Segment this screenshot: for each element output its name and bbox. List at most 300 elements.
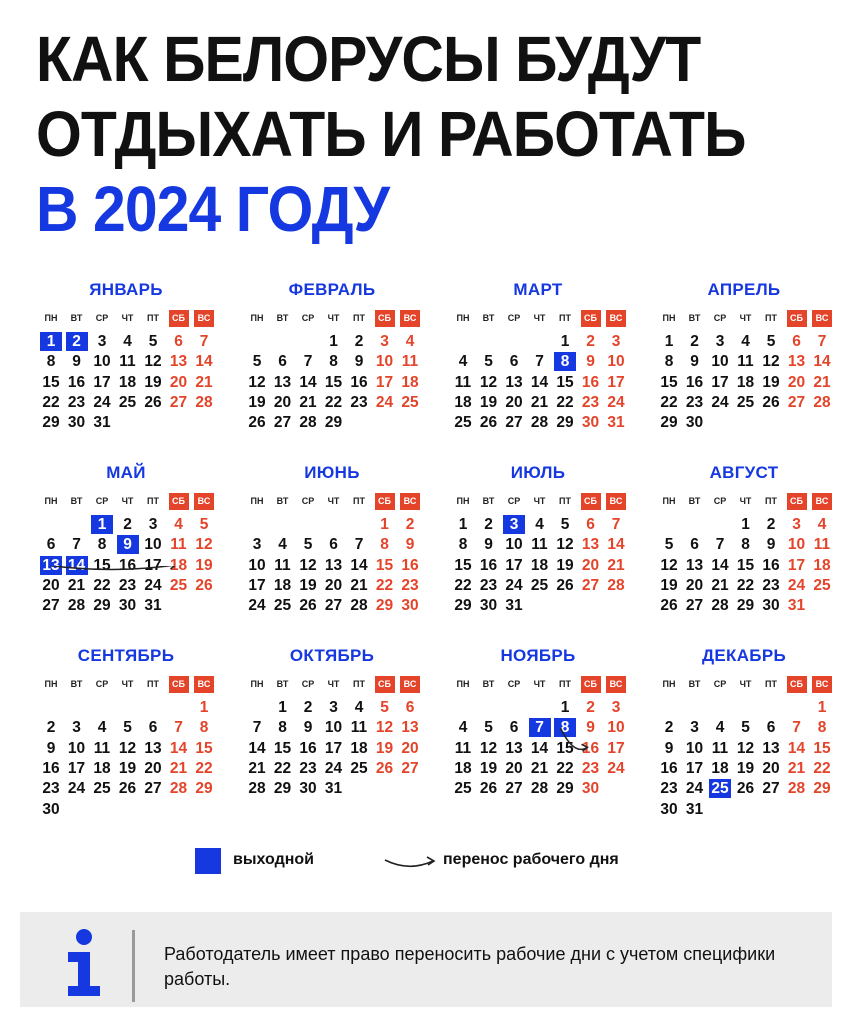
calendar-day: 30: [581, 780, 600, 798]
calendar-day: 20: [324, 576, 343, 594]
calendar-day: 11: [454, 373, 472, 391]
calendar-day: 11: [531, 536, 548, 554]
calendar-day: 26: [479, 414, 498, 432]
calendar-day: 7: [817, 333, 827, 350]
calendar-day: 23: [479, 576, 498, 594]
calendar-day: 26: [556, 576, 574, 594]
calendar-day: 5: [484, 719, 493, 737]
calendar-day: 12: [375, 719, 394, 737]
calendar-day: 25: [118, 393, 137, 411]
calendar-day: 23: [581, 759, 600, 777]
calendar-day: 23: [67, 393, 86, 411]
calendar-day: 25: [530, 576, 549, 594]
weekday-header: ПН: [250, 679, 264, 689]
calendar-day: 3: [252, 536, 262, 554]
calendar-day: 27: [581, 576, 600, 594]
weekday-header: ВС: [812, 493, 832, 510]
calendar-day: 30: [685, 414, 704, 432]
weekday-header: ВТ: [70, 496, 83, 506]
calendar-day: 9: [354, 353, 364, 371]
month-9: [40, 646, 230, 816]
calendar-day: 20: [401, 739, 419, 757]
calendar-day: 27: [505, 780, 523, 798]
legend-transfer-label: перенос рабочего дня: [443, 851, 619, 868]
weekday-header: СБ: [169, 493, 189, 510]
weekday-header: СР: [301, 313, 315, 323]
calendar-day: 30: [581, 414, 600, 432]
calendar-day: 4: [123, 333, 132, 350]
weekday-header: ПН: [662, 313, 676, 323]
calendar-day: 2: [484, 516, 493, 533]
calendar-day: 1: [380, 516, 389, 533]
calendar-day: 3: [148, 516, 158, 533]
weekday-header: ВТ: [482, 313, 495, 323]
calendar-day: 4: [715, 719, 725, 737]
calendar-day: 5: [123, 719, 132, 737]
calendar-day: 4: [174, 516, 183, 533]
calendar-day: 17: [505, 556, 523, 574]
calendar-day: 31: [93, 414, 111, 432]
calendar-day: 21: [711, 576, 729, 594]
calendar-day: 25: [454, 780, 472, 798]
month-name: ЯНВАРЬ: [89, 280, 163, 299]
calendar-day: 6: [329, 536, 338, 554]
calendar-day: 24: [685, 780, 704, 798]
calendar-day: 11: [454, 739, 472, 757]
calendar-day: 31: [144, 597, 162, 615]
calendar-day: 22: [324, 393, 343, 411]
calendar-day: 18: [711, 759, 729, 777]
calendar-day: 6: [46, 536, 56, 554]
calendar-day: 17: [67, 759, 86, 777]
weekday-header: ВТ: [688, 313, 701, 323]
weekday-header: СР: [713, 679, 727, 689]
calendar-day: 26: [248, 414, 266, 432]
calendar-day: 18: [736, 373, 755, 391]
calendar-day: 26: [375, 759, 394, 777]
calendar-day: 7: [611, 516, 621, 533]
title-line-1: КАК БЕЛОРУСЫ БУДУТ: [36, 23, 701, 95]
calendar-day: 23: [401, 576, 419, 594]
calendar-day: 4: [458, 353, 468, 371]
calendar-day: 13: [505, 373, 523, 391]
calendar-day: 9: [766, 536, 776, 554]
calendar-day: 23: [581, 393, 600, 411]
calendar-day: 22: [195, 759, 213, 777]
weekday-header: ВТ: [70, 679, 83, 689]
calendar-day: 24: [93, 393, 111, 411]
calendar-day: 29: [195, 780, 213, 798]
calendar-day: 6: [174, 333, 183, 350]
calendar-day: 19: [375, 739, 394, 757]
calendar-day: 13: [685, 556, 704, 574]
calendar-day: 15: [324, 373, 343, 391]
calendar-day: 24: [375, 393, 394, 411]
calendar-day: 31: [505, 597, 523, 615]
calendar-day: 4: [354, 699, 364, 716]
calendar-day: 15: [660, 373, 678, 391]
calendar-day: 28: [711, 597, 729, 615]
info-icon: [60, 928, 108, 998]
calendar-day: 13: [762, 739, 780, 757]
calendar-day: 6: [690, 536, 699, 554]
calendar-day: 22: [556, 393, 574, 411]
weekday-header: ЧТ: [121, 679, 134, 689]
calendar-day: 17: [607, 373, 625, 391]
calendar-day: 11: [274, 556, 291, 574]
calendar-day: 8: [97, 536, 107, 554]
calendar-day: 24: [607, 393, 625, 411]
calendar-day: 20: [762, 759, 780, 777]
calendar-day: 11: [119, 353, 136, 371]
calendar-day: 28: [299, 414, 317, 432]
weekday-header: СБ: [787, 676, 807, 693]
calendar-day: 22: [454, 576, 472, 594]
calendar-day: 28: [248, 780, 266, 798]
calendar-day: 24: [324, 759, 343, 777]
weekday-header: ВС: [400, 493, 420, 510]
calendar-day: 14: [169, 739, 188, 757]
calendar-day: 26: [118, 780, 137, 798]
calendar-day: 13: [324, 556, 343, 574]
calendar-day: 18: [273, 576, 292, 594]
month-11: [452, 646, 642, 816]
calendar-day: 29: [375, 597, 394, 615]
weekday-header: СБ: [787, 493, 807, 510]
calendar-day: 6: [766, 719, 776, 737]
calendar-day: 14: [248, 739, 266, 757]
calendar-day: 11: [93, 739, 111, 757]
calendar-day: 22: [273, 759, 292, 777]
month-2: [246, 280, 436, 450]
calendar-day: 21: [813, 373, 831, 391]
calendar-day: 8: [278, 719, 287, 737]
calendar-day: 6: [792, 333, 801, 350]
calendar-day: 5: [148, 333, 158, 350]
calendar-day: 18: [93, 759, 111, 777]
calendar-day: 7: [535, 353, 544, 371]
title-line-3: В 2024 ГОДУ: [36, 173, 390, 245]
calendar-day: 20: [581, 556, 600, 574]
month-5: [40, 463, 230, 633]
calendar-day: 27: [685, 597, 704, 615]
calendar-day: 1: [560, 333, 570, 350]
calendar-day: 19: [144, 373, 162, 391]
calendar-day: 21: [350, 576, 368, 594]
calendar-day: 7: [72, 536, 81, 554]
calendar-day: 17: [324, 739, 343, 757]
calendar-day: 4: [458, 719, 468, 737]
calendar-day: 25: [93, 780, 111, 798]
calendar-day: 18: [118, 373, 137, 391]
holiday-day: 9: [117, 535, 139, 554]
calendar-day: 1: [664, 333, 674, 350]
calendar-day: 18: [401, 373, 419, 391]
calendar-day: 9: [72, 353, 81, 371]
weekday-header: СБ: [787, 310, 807, 327]
holiday-day: 14: [66, 556, 88, 575]
weekday-header: ПН: [662, 496, 676, 506]
calendar-day: 7: [715, 536, 725, 554]
calendar-day: 15: [813, 739, 831, 757]
calendar-day: 19: [479, 759, 498, 777]
calendar-day: 10: [607, 719, 625, 737]
holiday-swatch: [195, 848, 221, 874]
calendar-day: 2: [46, 719, 56, 737]
calendar-day: 19: [556, 556, 574, 574]
holiday-day: 2: [66, 332, 88, 351]
calendar-day: 22: [660, 393, 678, 411]
calendar-day: 6: [148, 719, 158, 737]
calendar-day: 29: [324, 414, 343, 432]
weekday-header: ПТ: [353, 679, 365, 689]
calendar-day: 11: [401, 353, 419, 371]
calendar-day: 23: [118, 576, 137, 594]
calendar-day: 8: [329, 353, 338, 371]
calendar-day: 16: [401, 556, 419, 574]
weekday-header: ПТ: [559, 679, 571, 689]
calendar-day: 15: [93, 556, 111, 574]
calendar-day: 30: [660, 800, 678, 818]
calendar-day: 1: [817, 699, 827, 716]
calendar-day: 1: [329, 333, 338, 350]
calendar-day: 10: [144, 536, 162, 554]
calendar-day: 16: [685, 373, 704, 391]
month-name: ОКТЯБРЬ: [289, 646, 375, 665]
calendar-day: 7: [252, 719, 262, 737]
calendar-day: 19: [299, 576, 317, 594]
calendar-day: 7: [792, 719, 801, 737]
transfer-arrow-icon: [552, 728, 608, 770]
calendar-day: 27: [324, 597, 343, 615]
calendar-day: 4: [97, 719, 107, 737]
calendar-day: 25: [273, 597, 292, 615]
calendar-day: 28: [169, 780, 188, 798]
calendar-day: 18: [813, 556, 831, 574]
calendar-day: 19: [736, 759, 755, 777]
calendar-day: 14: [530, 739, 549, 757]
weekday-header: ЧТ: [533, 679, 546, 689]
calendar-day: 29: [454, 597, 472, 615]
calendar-day: 21: [195, 373, 213, 391]
calendar-day: 30: [762, 597, 780, 615]
calendar-day: 29: [93, 597, 111, 615]
calendar-day: 6: [405, 699, 415, 716]
calendar-day: 28: [195, 393, 213, 411]
calendar-day: 11: [711, 739, 729, 757]
holiday-day: 7: [529, 718, 551, 737]
month-7: [452, 463, 642, 633]
calendar-day: 16: [762, 556, 780, 574]
calendar-day: 4: [817, 516, 827, 533]
calendar-day: 10: [787, 536, 806, 554]
calendar-day: 20: [144, 759, 162, 777]
calendar-day: 11: [350, 719, 368, 737]
calendar-day: 12: [144, 353, 162, 371]
calendar-day: 12: [762, 353, 780, 371]
info-divider: [132, 930, 135, 1002]
calendar-day: 5: [199, 516, 209, 533]
calendar-day: 1: [458, 516, 468, 533]
holiday-day: 13: [40, 556, 62, 575]
transfer-arrow-icon: [38, 566, 196, 588]
calendar-day: 31: [607, 414, 625, 432]
calendar-day: 28: [530, 414, 549, 432]
calendar-day: 14: [299, 373, 317, 391]
calendar-day: 25: [736, 393, 755, 411]
calendar-day: 28: [813, 393, 831, 411]
calendar-day: 5: [664, 536, 674, 554]
calendar-day: 16: [42, 759, 60, 777]
calendar-day: 8: [741, 536, 750, 554]
calendar-day: 12: [195, 536, 213, 554]
calendar-day: 3: [72, 719, 81, 737]
calendar-day: 21: [169, 759, 188, 777]
calendar-day: 9: [664, 739, 674, 757]
calendar-day: 3: [715, 333, 725, 350]
calendar-day: 17: [607, 739, 625, 757]
calendar-day: 6: [509, 719, 519, 737]
calendar-day: 24: [67, 780, 86, 798]
calendar-day: 16: [118, 556, 137, 574]
calendar-day: 20: [169, 373, 188, 391]
weekday-header: ВТ: [276, 313, 289, 323]
calendar-day: 21: [607, 556, 625, 574]
calendar-day: 29: [273, 780, 292, 798]
calendar-day: 24: [787, 576, 806, 594]
weekday-header: ЧТ: [739, 679, 752, 689]
weekday-header: ВС: [400, 310, 420, 327]
calendar-day: 17: [685, 759, 704, 777]
calendar-day: 11: [813, 536, 831, 554]
calendar-day: 26: [479, 780, 498, 798]
calendar-day: 24: [607, 759, 625, 777]
calendar-day: 19: [479, 393, 498, 411]
calendar-day: 6: [278, 353, 287, 371]
calendar-day: 20: [505, 759, 523, 777]
calendar-day: 17: [248, 576, 266, 594]
calendar-day: 7: [354, 536, 364, 554]
calendar-day: 2: [690, 333, 699, 350]
calendar-day: 25: [813, 576, 831, 594]
calendar-day: 16: [479, 556, 498, 574]
weekday-header: ПН: [44, 679, 58, 689]
month-name: АПРЕЛЬ: [707, 280, 781, 299]
info-text: Работодатель имеет право переносить рабочие дни с учетом специфики работы.: [164, 944, 776, 989]
calendar-day: 29: [660, 414, 678, 432]
weekday-header: СБ: [169, 310, 189, 327]
calendar-day: 3: [690, 719, 699, 737]
weekday-header: ВС: [400, 676, 420, 693]
calendar-day: 5: [380, 699, 389, 716]
month-name: ИЮНЬ: [304, 463, 360, 482]
calendar-day: 19: [762, 373, 780, 391]
calendar-day: 22: [556, 759, 574, 777]
weekday-header: ПН: [44, 496, 58, 506]
calendar-day: 28: [350, 597, 368, 615]
calendar-day: 30: [401, 597, 419, 615]
calendar-day: 28: [607, 576, 625, 594]
calendar-day: 23: [42, 780, 60, 798]
calendar-day: 19: [248, 393, 266, 411]
calendar-day: 12: [660, 556, 678, 574]
calendar-day: 17: [787, 556, 806, 574]
weekday-header: ВС: [812, 676, 832, 693]
calendar-day: 20: [42, 576, 60, 594]
calendar-day: 15: [42, 373, 60, 391]
weekday-header: ВТ: [482, 496, 495, 506]
holiday-day: 1: [91, 515, 113, 534]
month-4: [658, 280, 848, 450]
weekday-header: ПТ: [353, 496, 365, 506]
calendar-day: 16: [581, 373, 600, 391]
weekday-header: ЧТ: [739, 313, 752, 323]
weekday-header: ВТ: [688, 496, 701, 506]
title-line-2: ОТДЫХАТЬ И РАБОТАТЬ: [36, 98, 746, 170]
weekday-header: ПТ: [353, 313, 365, 323]
weekday-header: ПТ: [765, 679, 777, 689]
month-name: АВГУСТ: [709, 463, 779, 482]
calendar-day: 30: [42, 800, 60, 818]
calendar-day: 23: [685, 393, 704, 411]
weekday-header: ПТ: [559, 313, 571, 323]
calendar-day: 10: [93, 353, 111, 371]
calendar-day: 20: [787, 373, 806, 391]
weekday-header: ВС: [812, 310, 832, 327]
calendar-day: 15: [273, 739, 292, 757]
calendar-day: 27: [42, 597, 60, 615]
calendar-day: 2: [586, 333, 595, 350]
month-name: НОЯБРЬ: [500, 646, 576, 665]
calendar-day: 29: [556, 780, 574, 798]
calendar-day: 17: [375, 373, 394, 391]
calendar-day: 29: [813, 780, 831, 798]
calendar-day: 13: [273, 373, 292, 391]
calendar-day: 14: [195, 353, 213, 371]
calendar-day: 5: [741, 719, 750, 737]
calendar-day: 23: [762, 576, 780, 594]
calendar-day: 2: [354, 333, 364, 350]
calendar-day: 23: [660, 780, 678, 798]
weekday-header: ЧТ: [739, 496, 752, 506]
calendar-day: 13: [401, 719, 419, 737]
calendar-day: 17: [711, 373, 729, 391]
calendar-day: 27: [169, 393, 188, 411]
calendar-day: 18: [454, 759, 472, 777]
legend-holiday-label: выходной: [233, 851, 314, 868]
calendar-day: 31: [787, 597, 806, 615]
calendar-day: 9: [405, 536, 415, 554]
calendar-day: 2: [766, 516, 776, 533]
transfer-arrow-icon: [383, 848, 439, 874]
weekday-header: СР: [507, 679, 521, 689]
calendar-day: 26: [299, 597, 317, 615]
month-10: [246, 646, 436, 816]
calendar-day: 16: [350, 373, 368, 391]
calendar-day: 10: [607, 353, 625, 371]
month-name: ДЕКАБРЬ: [702, 646, 786, 665]
calendar-day: 26: [660, 597, 678, 615]
month-name: ИЮЛЬ: [510, 463, 566, 482]
weekday-header: ЧТ: [121, 313, 134, 323]
calendar-day: 22: [42, 393, 60, 411]
calendar-day: 12: [248, 373, 266, 391]
holiday-day: 8: [554, 352, 576, 371]
calendar-day: 12: [299, 556, 317, 574]
calendar-day: 7: [174, 719, 183, 737]
calendar-day: 29: [556, 414, 574, 432]
month-8: [658, 463, 848, 633]
